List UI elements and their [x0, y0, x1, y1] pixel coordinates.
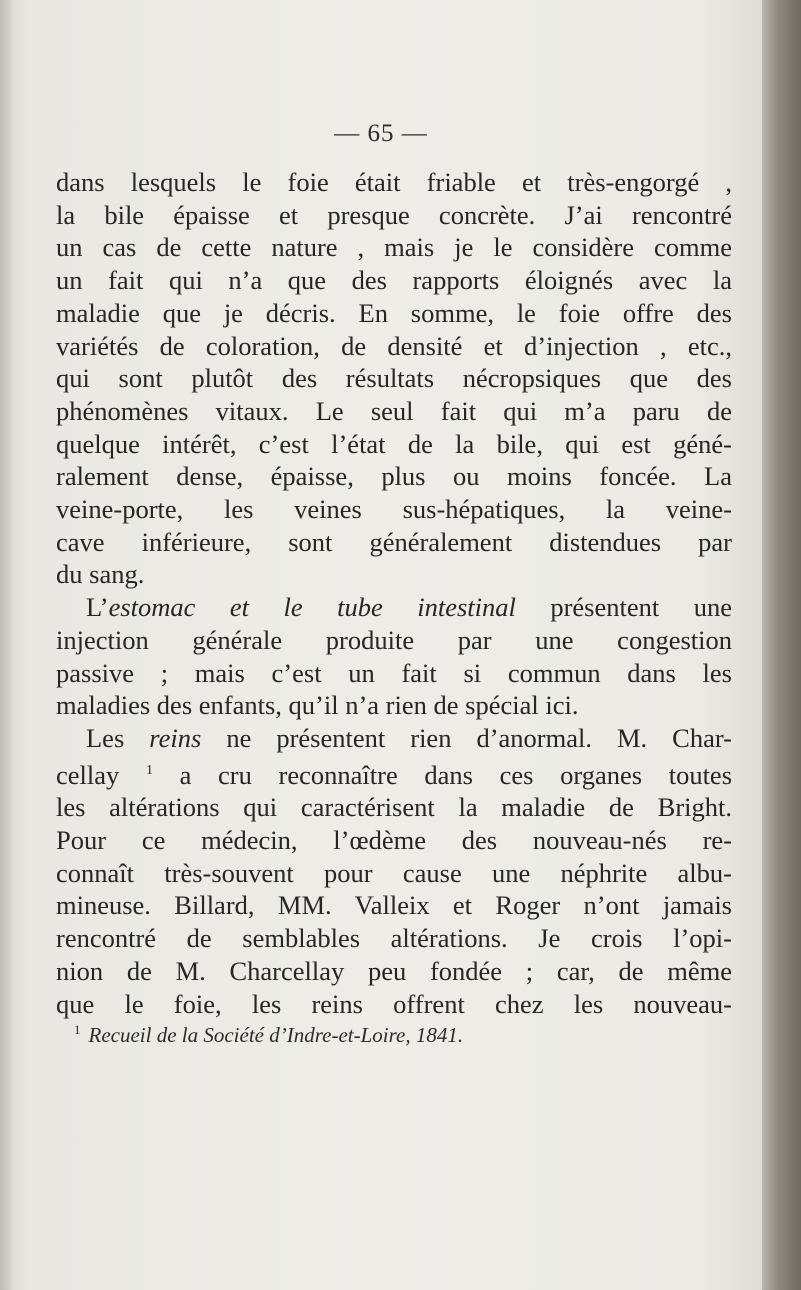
footnote — [74, 1022, 463, 1048]
italic-term: reins — [149, 722, 202, 753]
text-line: maladies des enfants, qu’il n’a rien de spécial ici. — [56, 690, 579, 721]
footnote-reference: 1 — [145, 762, 153, 778]
text-span: L’ — [86, 592, 109, 623]
footnote-marker: 1 — [74, 1022, 81, 1037]
text-line-with-footnote-ref — [56, 755, 732, 792]
text-span: présentent une — [515, 592, 732, 623]
body-text — [56, 166, 732, 1020]
text-line: passive ; mais c’est un fait si commun dans les — [56, 657, 732, 688]
text-line: phénomènes vitaux. Le seul fait qui m’a paru de — [56, 395, 732, 426]
text-span: a cru reconnaître dans ces organes toutes — [152, 759, 733, 790]
text-line: un cas de cette nature , mais je le considère comme — [56, 232, 732, 263]
text-line: rencontré de semblables altérations. Je crois l’opi- — [56, 923, 732, 954]
text-line: quelque intérêt, c’est l’état de la bile, qui est géné- — [56, 428, 732, 459]
text-span: cellay — [56, 759, 120, 790]
text-line: la bile épaisse et presque concrète. J’ai rencontré — [56, 199, 732, 230]
paragraph-reins-first-line — [56, 722, 732, 755]
footnote-text: Recueil de la Société d’Indre-et-Loire, 1841. — [88, 1023, 464, 1047]
text-line: qui sont plutôt des résultats nécropsiques que des — [56, 363, 732, 394]
text-line: dans lesquels le foie était friable et très-engorgé , — [56, 167, 732, 197]
text-line: ralement dense, épaisse, plus ou moins foncée. La — [56, 461, 732, 492]
text-line: nion de M. Charcellay peu fondée ; car, de même — [56, 955, 732, 986]
text-line: que le foie, les reins offrent chez les nouveau- — [56, 988, 732, 1019]
paragraph-estomac-first-line — [56, 591, 732, 624]
italic-term: estomac et le tube intestinal — [108, 592, 516, 623]
text-line: cave inférieure, sont généralement distendues par — [56, 526, 732, 557]
text-span: Les — [86, 722, 150, 753]
text-span: ne présentent rien d’anormal. M. Char- — [201, 722, 732, 753]
text-line: connaît très-souvent pour cause une néphrite albu- — [56, 857, 732, 888]
page-number: — 65 — — [334, 120, 428, 147]
text-line: veine-porte, les veines sus-hépatiques, la veine- — [56, 494, 732, 525]
text-line: un fait qui n’a que des rapports éloignés avec la — [56, 265, 732, 296]
text-line: variétés de coloration, de densité et d’injection , etc., — [56, 330, 732, 361]
book-page-edge — [762, 0, 801, 1290]
text-line: Pour ce médecin, l’œdème des nouveau-nés re- — [56, 825, 732, 856]
text-line: mineuse. Billard, MM. Valleix et Roger n’ont jamais — [56, 890, 732, 921]
page-gutter-shadow — [0, 0, 14, 1290]
text-line: les altérations qui caractérisent la maladie de Bright. — [56, 792, 732, 823]
text-line: injection générale produite par une congestion — [56, 624, 732, 655]
text-line: maladie que je décris. En somme, le foie offre des — [56, 297, 732, 328]
text-line: du sang. — [56, 559, 145, 590]
